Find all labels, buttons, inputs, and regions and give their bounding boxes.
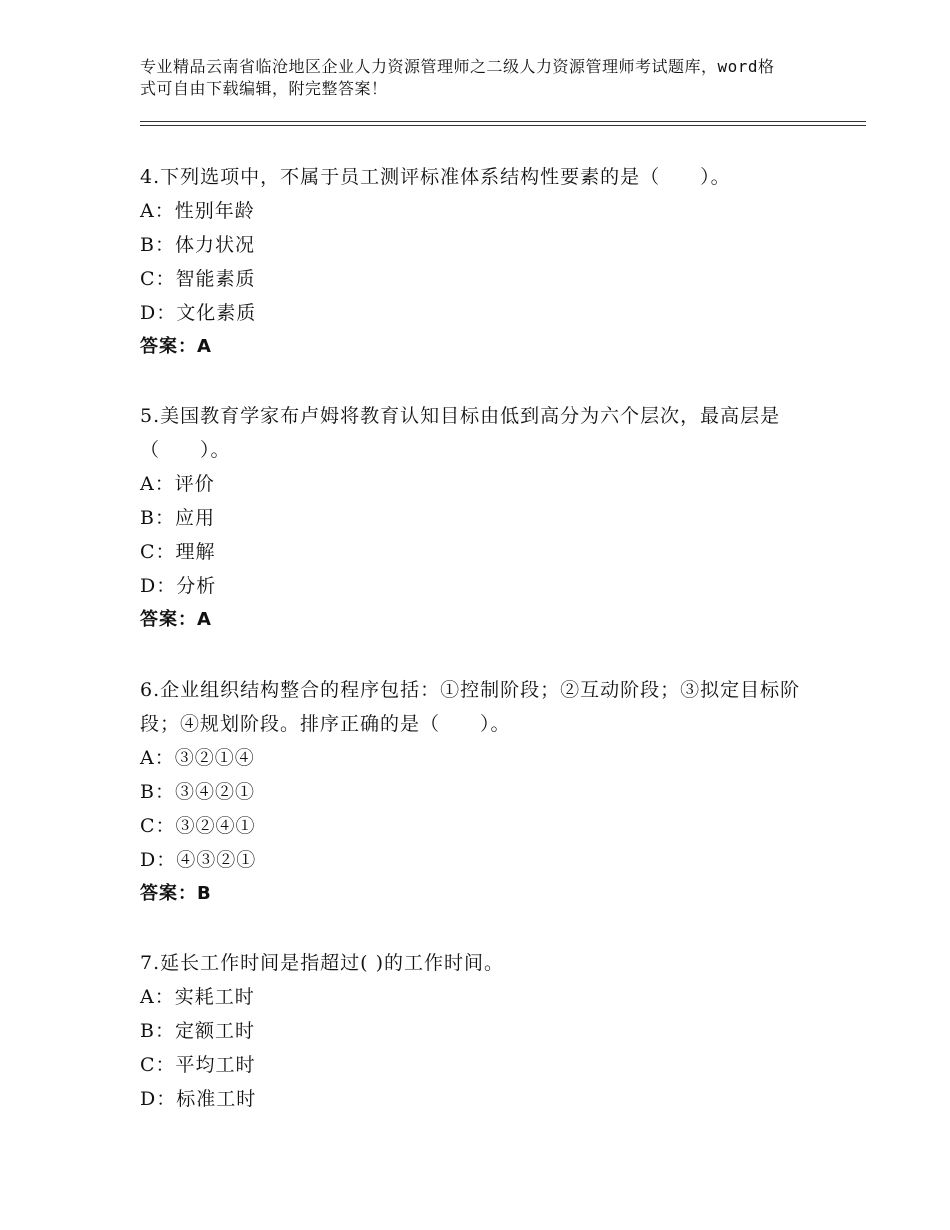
option-d: D：④③②① (140, 849, 257, 871)
question-stem: 4.下列选项中，不属于员工测评标准体系结构性要素的是（ ）。 (140, 166, 731, 188)
answer: 答案：A (140, 609, 212, 630)
header-rule-top (140, 121, 866, 122)
option-b: B：应用 (140, 507, 215, 529)
question-stem: 5.美国教育学家布卢姆将教育认知目标由低到高分为六个层次，最高层是（ ）。 (140, 405, 781, 461)
option-c: C：理解 (140, 541, 216, 563)
option-d: D：标准工时 (140, 1088, 257, 1110)
option-b: B：定额工时 (140, 1020, 255, 1042)
answer: 答案：A (140, 336, 212, 357)
option-c: C：智能素质 (140, 268, 256, 290)
question-stem: 6.企业组织结构整合的程序包括：①控制阶段；②互动阶段；③拟定目标阶段；④规划阶段。排序正确的是（ ）。 (140, 679, 801, 735)
option-d: D：分析 (140, 575, 217, 597)
document-header: 专业精品云南省临沧地区企业人力资源管理师之二级人力资源管理师考试题库，word格式可自由下载编辑，附完整答案！ (140, 57, 775, 98)
option-a: A：性别年龄 (140, 200, 255, 222)
header-rule-bottom (140, 125, 866, 126)
option-b: B：体力状况 (140, 234, 255, 256)
option-b: B：③④②① (140, 781, 255, 803)
question-4 (140, 160, 820, 364)
option-d: D：文化素质 (140, 302, 257, 324)
option-c: C：③②④① (140, 815, 256, 837)
option-c: C：平均工时 (140, 1054, 256, 1076)
option-a: A：实耗工时 (140, 986, 255, 1008)
question-7 (140, 946, 820, 1116)
option-a: A：③②①④ (140, 747, 255, 769)
answer: 答案：B (140, 883, 212, 904)
question-5 (140, 399, 820, 637)
option-a: A：评价 (140, 473, 215, 495)
question-6 (140, 673, 820, 911)
question-stem: 7.延长工作时间是指超过( )的工作时间。 (140, 952, 504, 974)
